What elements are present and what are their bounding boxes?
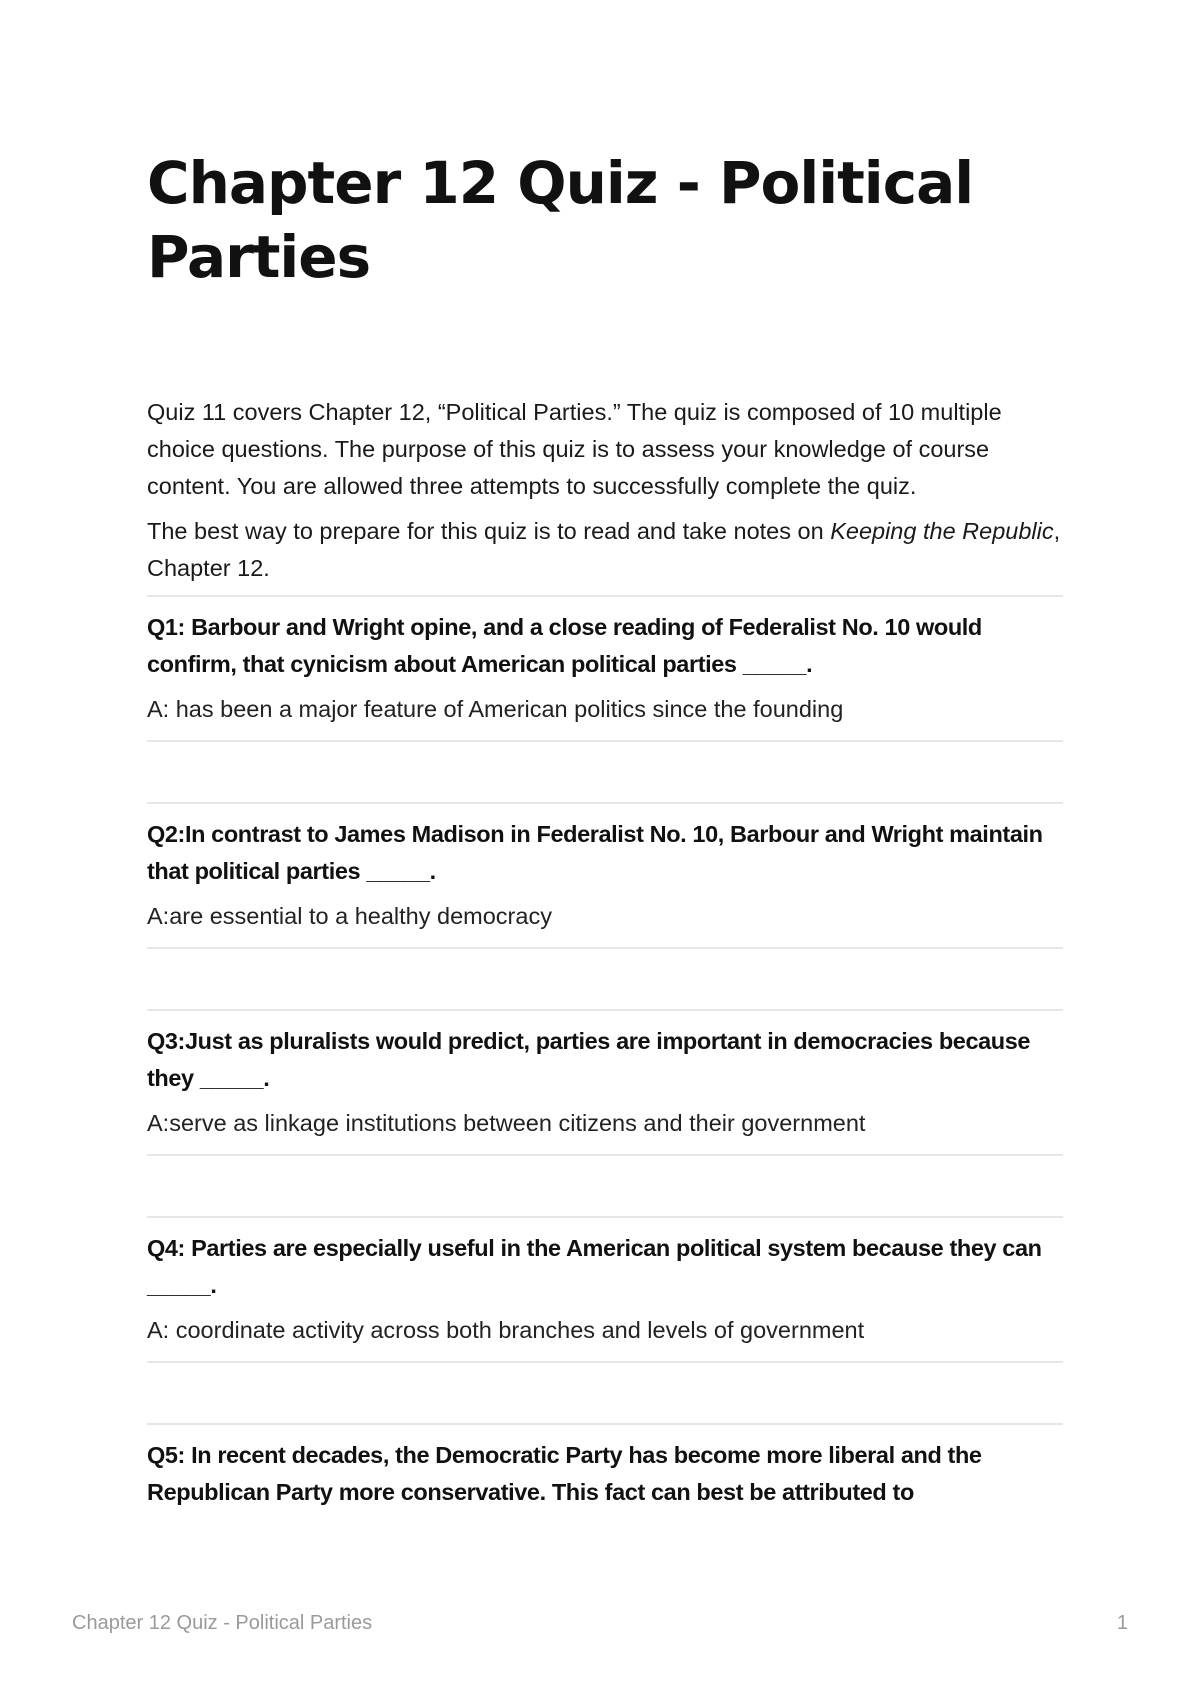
footer-title: Chapter 12 Quiz - Political Parties [72, 1612, 373, 1634]
question-text: Q3:Just as pluralists would predict, parties are important in democracies because they _____. [147, 1028, 1031, 1091]
intro-section [147, 394, 1063, 587]
question-text: Q2:In contrast to James Madison in Federalist No. 10, Barbour and Wright maintain that political parties _____. [147, 821, 1043, 884]
answer-text: A:serve as linkage institutions between citizens and their government [147, 1110, 866, 1136]
question-block-2 [147, 802, 1063, 949]
question-block-5 [147, 1423, 1063, 1531]
question-text: Q5: In recent decades, the Democratic Party has become more liberal and the Republican Party more conservative. This fact can best be attributed to [147, 1442, 982, 1505]
question-block-1 [147, 595, 1063, 742]
answer-text: A:are essential to a healthy democracy [147, 903, 552, 929]
answer-text: A: has been a major feature of American politics since the founding [147, 696, 844, 722]
page-footer [72, 1612, 1128, 1635]
intro-paragraph-2-prefix: The best way to prepare for this quiz is to read and take notes on [147, 518, 831, 544]
page-number: 1 [1116, 1612, 1128, 1634]
question-list [147, 595, 1063, 1531]
intro-paragraph-2 [147, 513, 1063, 587]
document-title: Chapter 12 Quiz - Political Parties [147, 149, 974, 291]
answer-text: A: coordinate activity across both branches and levels of government [147, 1317, 865, 1343]
document-page [147, 146, 1063, 1531]
question-text: Q1: Barbour and Wright opine, and a close reading of Federalist No. 10 would confirm, that cynicism about American political parties _____. [147, 614, 982, 677]
question-block-4 [147, 1216, 1063, 1363]
book-title: Keeping the Republic [830, 518, 1054, 544]
intro-paragraph-1: Quiz 11 covers Chapter 12, “Political Parties.” The quiz is composed of 10 multiple choice questions. The purpose of this quiz is to assess your knowledge of course content. You are allowed three attempts to successfully complete the quiz. [147, 399, 1002, 499]
question-block-3 [147, 1009, 1063, 1156]
intro-paragraph-2-suffix: , Chapter 12. [147, 518, 1061, 581]
question-text: Q4: Parties are especially useful in the American political system because they can _____. [147, 1235, 1042, 1298]
